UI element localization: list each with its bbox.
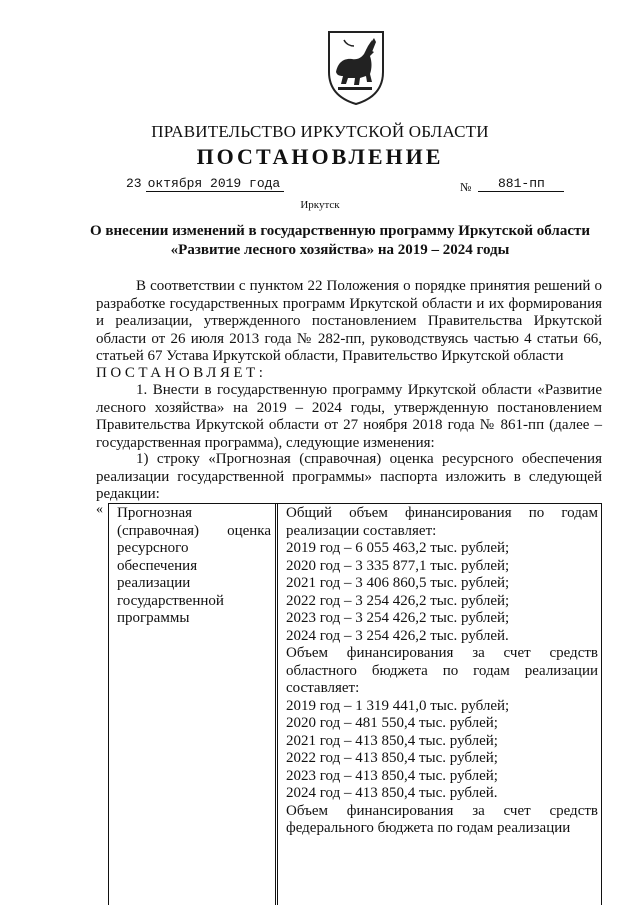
babr-icon — [326, 28, 386, 106]
total-row: 2020 год – 3 335 877,1 тыс. рублей; — [286, 557, 510, 574]
table-right-cell — [286, 505, 598, 838]
item-1-1-paragraph: 1) строку «Прогнозная (справочная) оценка ресурсного обеспечения реализации государственной программы» паспорта изложить в следующей редакции: — [96, 451, 602, 502]
resource-table — [108, 503, 602, 905]
decree-date — [126, 176, 284, 191]
left-line: реализации — [117, 575, 191, 591]
opening-quote-mark: « — [96, 502, 103, 517]
federal-financing-intro: Объем финансирования за счет средств федерального бюджета по годам реализации — [286, 802, 598, 836]
number-label: № — [460, 180, 472, 194]
left-line: ресурсного обеспечения — [117, 540, 198, 574]
decree-number: 881-пп — [478, 176, 564, 192]
total-row: 2019 год – 6 055 463,2 тыс. рублей; — [286, 540, 510, 556]
regional-row: 2024 год – 413 850,4 тыс. рублей. — [286, 785, 498, 801]
total-financing-intro: Общий объем финансирования по годам реализации составляет: — [286, 505, 598, 539]
preamble-paragraph: В соответствии с пунктом 22 Положения о порядке принятия решений о разработке государственных программ Иркутской области и их формирования и реализации, утвержденного постановлением Правительства Иркутской области от 26 июля 2013 года № 282-пп, руководствуясь частью 4 статьи 66, статьей 67 Устава Иркутской области, Правительство Иркутской области — [96, 278, 602, 364]
total-row: 2022 год – 3 254 426,2 тыс. рублей; — [286, 592, 510, 609]
document-type: ПОСТАНОВЛЕНИЕ — [196, 144, 444, 169]
total-row: 2023 год – 3 254 426,2 тыс. рублей; — [286, 610, 510, 626]
regional-row: 2023 год – 413 850,4 тыс. рублей; — [286, 767, 498, 784]
government-name: ПРАВИТЕЛЬСТВО ИРКУТСКОЙ ОБЛАСТИ — [151, 122, 489, 141]
resolves-heading: ПОСТАНОВЛЯЕТ: — [96, 365, 267, 381]
title-line-1: О внесении изменений в государственную программу Иркутской области — [89, 223, 591, 239]
date-day: 23 — [126, 176, 142, 191]
total-row: 2024 год – 3 254 426,2 тыс. рублей. — [286, 627, 509, 644]
regional-row: 2022 год – 413 850,4 тыс. рублей; — [286, 750, 498, 766]
title-line-2: «Развитие лесного хозяйства» на 2019 – 2024 годы — [170, 242, 510, 258]
coat-of-arms-emblem — [326, 28, 386, 106]
regional-row: 2021 год – 413 850,4 тыс. рублей; — [286, 732, 498, 749]
left-line-justified — [117, 523, 271, 541]
table-left-cell — [117, 505, 271, 628]
city-name: Иркутск — [300, 199, 340, 211]
regional-financing-intro: Объем финансирования за счет средств областного бюджета по годам реализации составляет: — [286, 645, 598, 696]
table-column-divider — [275, 504, 278, 905]
left-line: Прогнозная — [117, 505, 193, 521]
date-month-year: октября 2019 года — [146, 176, 285, 192]
left-line: программы — [117, 610, 190, 626]
regional-row: 2019 год – 1 319 441,0 тыс. рублей; — [286, 697, 510, 714]
document-title — [80, 222, 600, 260]
left-line: государственной — [117, 592, 224, 609]
regional-row: 2020 год – 481 550,4 тыс. рублей; — [286, 715, 498, 731]
left-line: (справочная) — [117, 522, 200, 539]
item-1-paragraph: 1. Внести в государственную программу Иркутской области «Развитие лесного хозяйства» на 2019 – 2024 годы, утвержденную постановлением Правительства Иркутской области от 27 ноября 2018 года № 861-пп (далее – государственная программа), следующие изменения: — [96, 382, 602, 451]
left-line: оценка — [227, 522, 271, 539]
total-row: 2021 год – 3 406 860,5 тыс. рублей; — [286, 575, 510, 591]
